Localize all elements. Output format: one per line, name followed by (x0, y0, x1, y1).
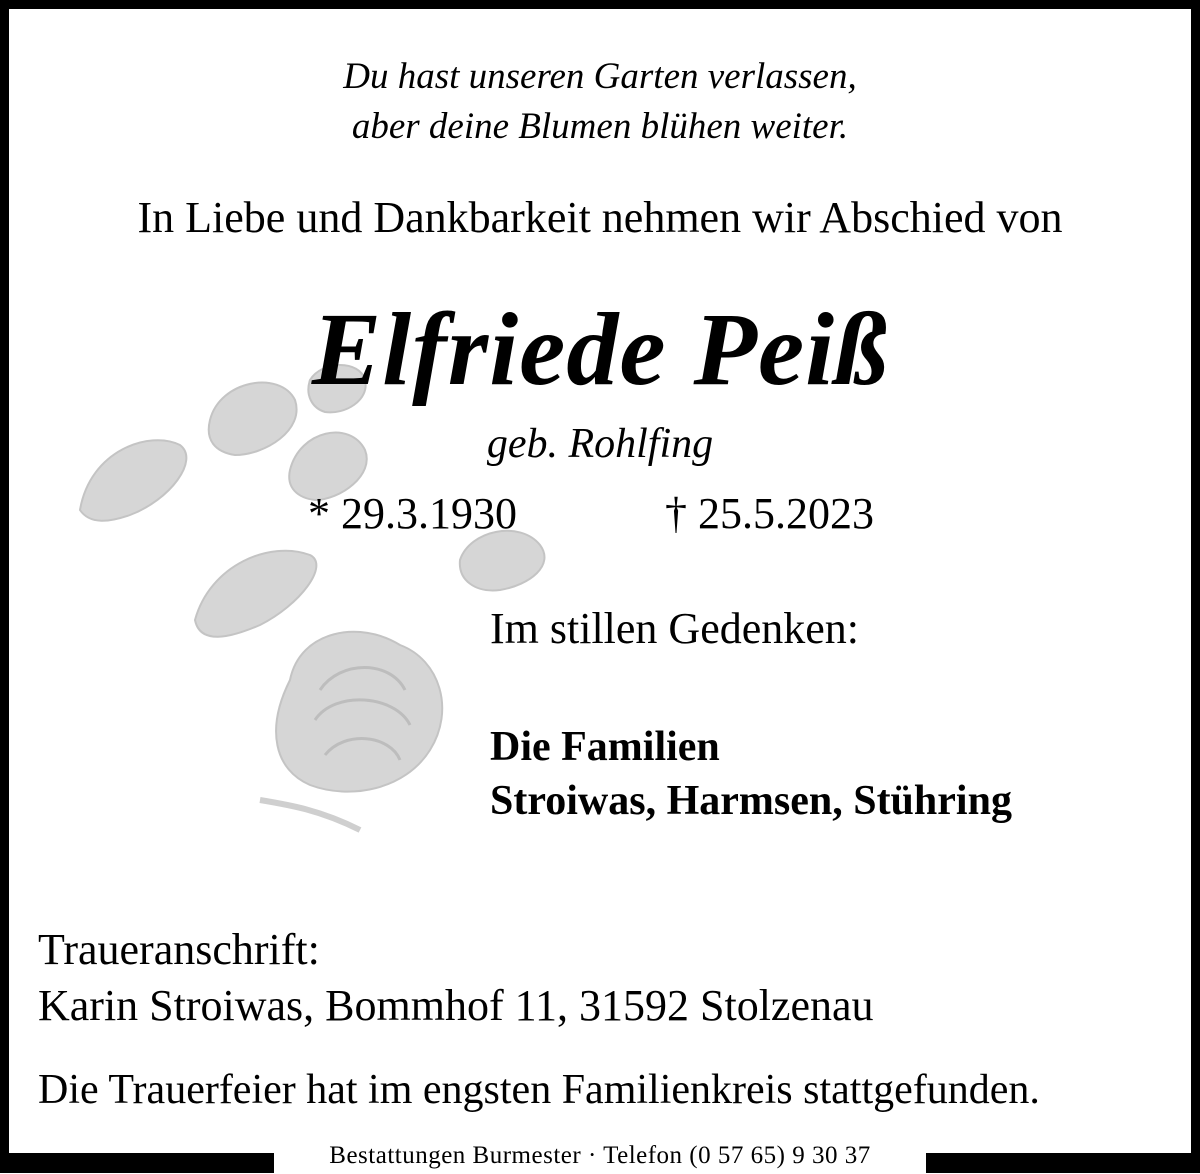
death-date: † 25.5.2023 (665, 489, 874, 538)
footer-text: Bestattungen Burmester · Telefon (0 57 65) 9 30 37 (329, 1142, 871, 1169)
rose-head (276, 632, 442, 792)
address-value: Karin Stroiwas, Bommhof 11, 31592 Stolzenau (38, 981, 874, 1030)
memory-label: Im stillen Gedenken: (490, 604, 860, 653)
rose-stem (260, 800, 360, 830)
deceased-name: Elfriede Peiß (311, 292, 889, 407)
maiden-name: geb. Rohlfing (486, 421, 714, 467)
mourners (490, 720, 1012, 828)
footer (0, 1142, 1200, 1174)
mourners-line-2: Stroiwas, Harmsen, Stühring (490, 778, 1012, 824)
mourners-line-1: Die Familien (490, 724, 720, 770)
poem-line-1: Du hast unseren Garten verlassen, (343, 56, 857, 97)
poem (0, 52, 1200, 152)
intro-text: In Liebe und Dankbarkeit nehmen wir Abschied von (137, 193, 1063, 242)
ceremony-note: Die Trauerfeier hat im engsten Familienkreis stattgefunden. (38, 1067, 1040, 1113)
petal-shape (460, 531, 545, 591)
petal-shape (195, 551, 316, 637)
address-label: Traueranschrift: (38, 925, 320, 974)
birth-date: * 29.3.1930 (308, 489, 517, 538)
poem-line-2: aber deine Blumen blühen weiter. (351, 106, 849, 147)
mourning-address (38, 922, 874, 1034)
